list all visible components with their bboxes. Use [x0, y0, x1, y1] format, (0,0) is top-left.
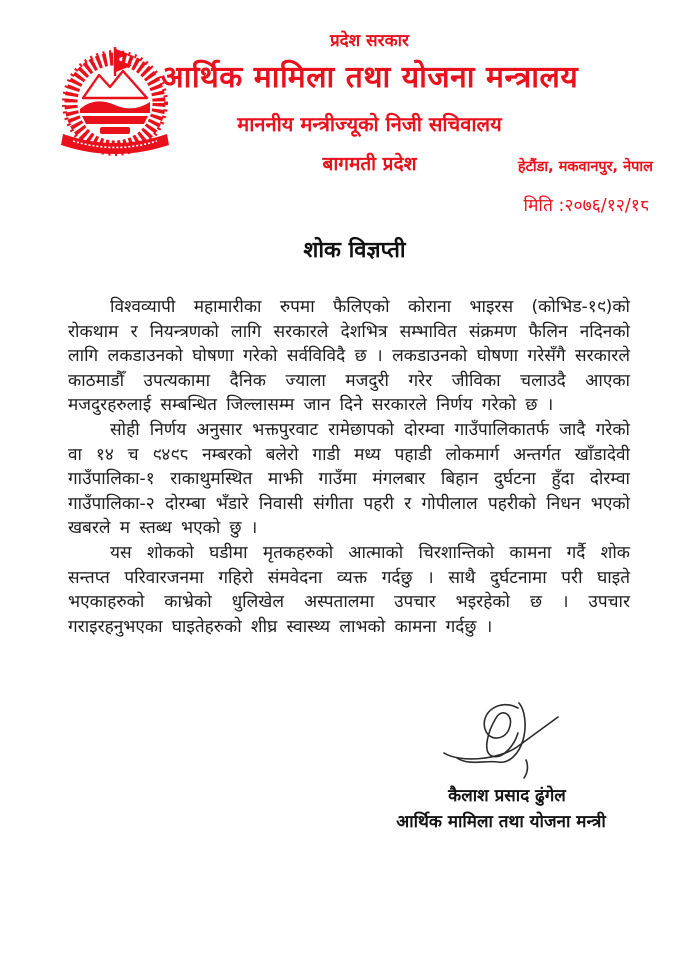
- paragraph-1: विश्वव्यापी महामारीका रुपमा फैलिएको कोराना भाइरस (कोभिड-१९)को रोकथाम र नियन्त्रणको लागि सरकारले देशभित्र सम्भावित संक्रमण फैलिन नदिनको लागि लकडाउनको घोषणा गरेको सर्वविविदै छ । लकडाउनको घोषणा गरेसँगै सरकारले काठमाडौँ उपत्यकामा दैनिक ज्याला मजदुरी गरेर जीविका चलाउदै आएका मजदुरहरुलाई सम्बन्धित जिल्लासम्म जान दिने सरकारले निर्णय गरेको छ ।: [68, 297, 630, 416]
- signatory-designation: आर्थिक मामिला तथा योजना मन्त्री: [396, 812, 606, 832]
- secretariat-subtitle: माननीय मन्त्रीज्यूको निजी सचिवालय: [237, 112, 502, 136]
- signatory-name: कैलाश प्रसाद ढुंगेल: [448, 786, 566, 806]
- date-line: मिति :२०७६/१२/१८: [523, 196, 649, 216]
- government-label: प्रदेश सरकार: [329, 31, 410, 51]
- notice-title: शोक विज्ञप्ती: [303, 238, 406, 263]
- notice-body: [68, 295, 630, 639]
- handwritten-signature-icon: [438, 696, 570, 784]
- paragraph-3: यस शोकको घडीमा मृतकहरुको आत्माको चिरशान्तिको कामना गर्दै शोक सन्तप्त परिवारजनमा गहिरो संमवेदना व्यक्त गर्दछु । साथै दुर्घटनामा परी घाइते भएकाहरुको काभ्रेको धुलिखेल अस्पतालमा उपचार भइरहेको छ । उपचार गराइरहनुभएका घाइतेहरुको शीघ्र स्वास्थ्य लाभको कामना गर्दछु ।: [68, 542, 630, 637]
- office-address: हेटौंडा, मकवानपुर, नेपाल: [517, 159, 653, 175]
- ministry-title: आर्थिक मामिला तथा योजना मन्त्रालय: [160, 60, 579, 95]
- province-label: बागमती प्रदेश: [322, 153, 417, 175]
- paragraph-2: सोही निर्णय अनुसार भक्तपुरवाट रामेछापको दोरम्वा गाउँपालिकातर्फ जादै गरेको वा १४ च ९४९८ नम्बरको बलेरो गाडी मध्य पहाडी लोकमार्ग अन्तर्गत खाँडादेवी गाउँपालिका-१ राकाथुमस्थित माझी गाउँमा मंगलबार बिहान दुर्घटना हुँदा दोरम्वा गाउँपालिका-२ दोरम्बा भँडारे निवासी संगीता पहरी र गोपीलाल पहरीको निधन भएको खबरले म स्तब्ध भएको छु ।: [68, 419, 630, 539]
